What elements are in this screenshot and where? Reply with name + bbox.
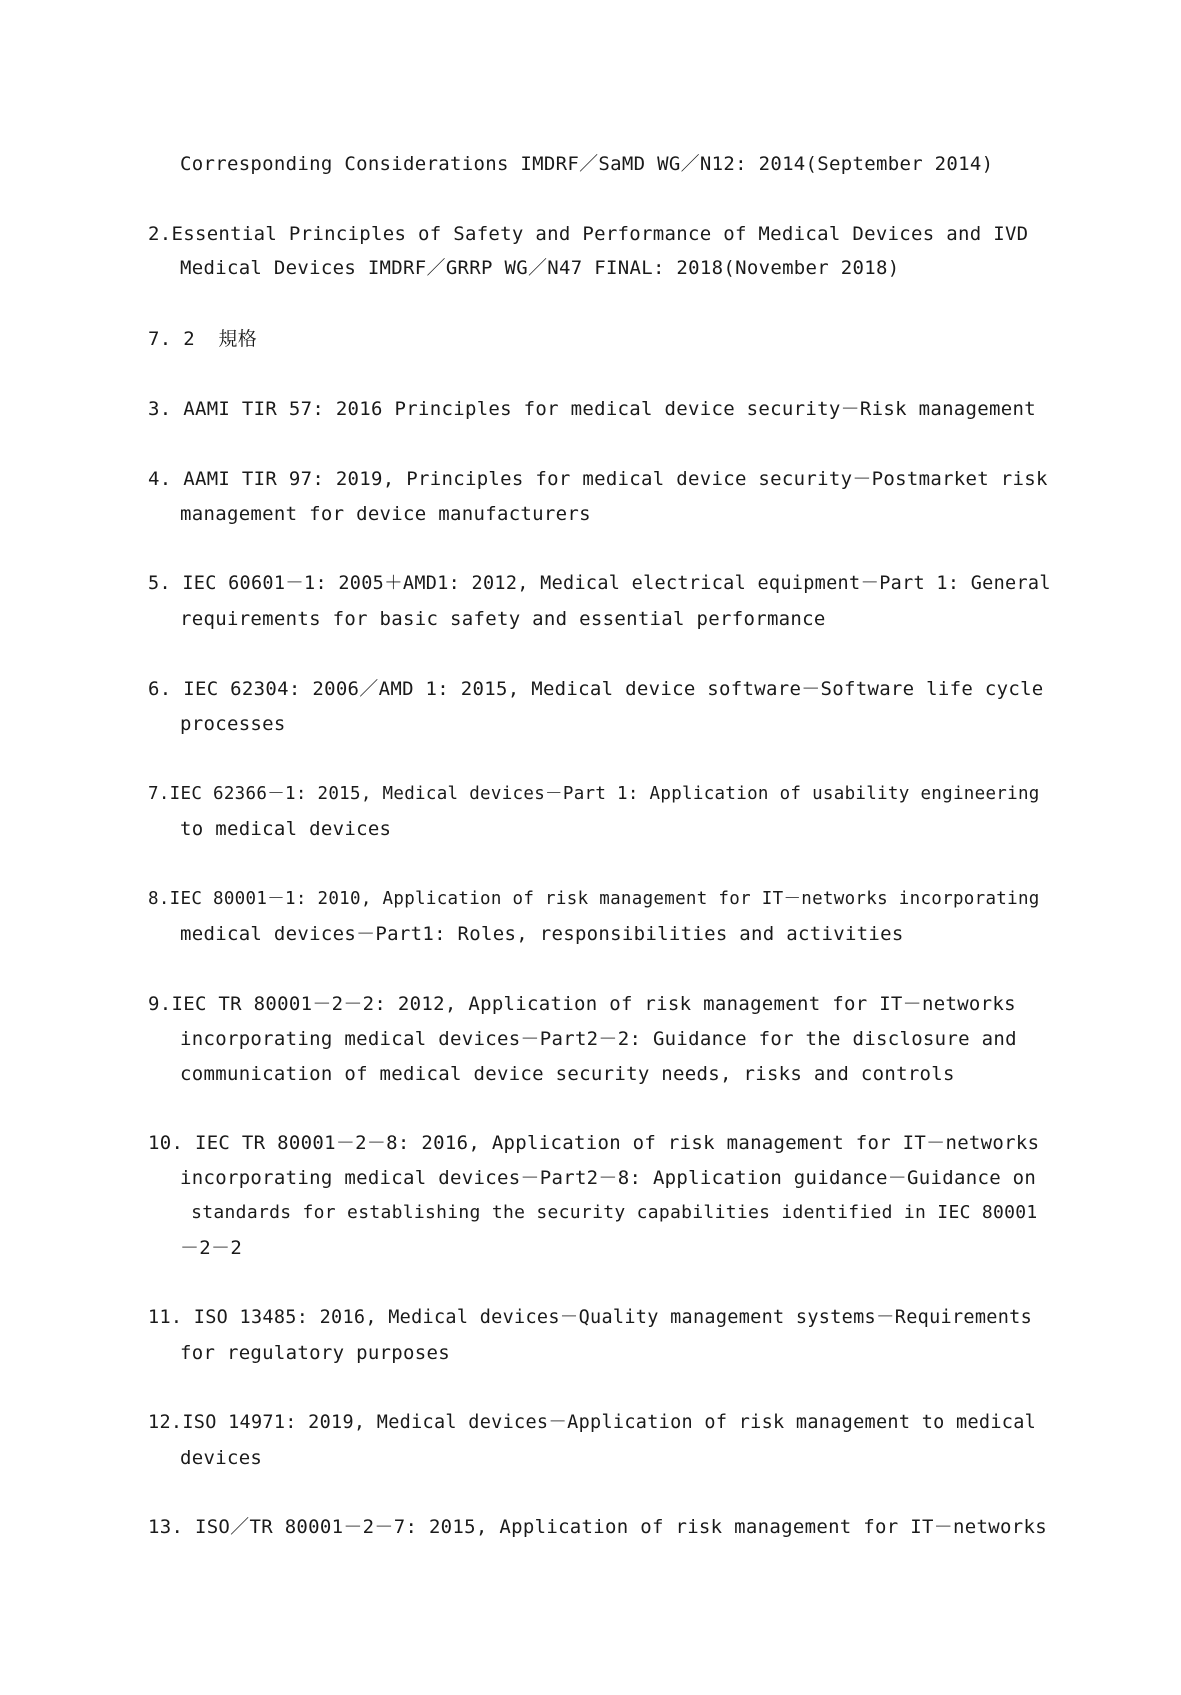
reference-9-line-1: 9.IEC TR 80001－2－2: 2012, Application of risk management for IT－networks bbox=[148, 993, 1016, 1015]
reference-12-line-1: 12.ISO 14971: 2019, Medical devices－Application of risk management to medical bbox=[148, 1412, 1037, 1433]
reference-5-line-1: 5. IEC 60601－1: 2005＋AMD1: 2012, Medical electrical equipment－Part 1: General bbox=[148, 573, 1051, 594]
reference-10-line-1: 10. IEC TR 80001－2－8: 2016, Application of risk management for IT－networks bbox=[148, 1132, 1040, 1154]
reference-3-line-1: 3. AAMI TIR 57: 2016 Principles for medical device security－Risk management bbox=[148, 398, 1036, 420]
reference-4-line-1: 4. AAMI TIR 97: 2019, Principles for medical device security－Postmarket risk bbox=[148, 468, 1048, 490]
reference-7-line-2: to medical devices bbox=[180, 818, 392, 840]
reference-11-line-2: for regulatory purposes bbox=[180, 1342, 450, 1364]
section-heading: 7. 2 規格 bbox=[148, 328, 258, 350]
reference-7-line-1: 7.IEC 62366－1: 2015, Medical devices－Part 1: Application of usability engineering bbox=[148, 784, 1040, 804]
reference-9-line-3: communication of medical device security needs, risks and controls bbox=[180, 1063, 955, 1085]
reference-10-line-4: －2－2 bbox=[180, 1237, 243, 1259]
reference-9-line-2: incorporating medical devices－Part2－2: Guidance for the disclosure and bbox=[180, 1028, 1017, 1050]
reference-10-line-2: incorporating medical devices－Part2－8: Application guidance－Guidance on bbox=[180, 1167, 1037, 1189]
reference-6-line-2: processes bbox=[180, 713, 286, 735]
reference-8-line-2: medical devices－Part1: Roles, responsibilities and activities bbox=[180, 923, 904, 945]
reference-10-line-3: standards for establishing the security capabilities identified in IEC 80001 bbox=[180, 1202, 1038, 1223]
reference-8-line-1: 8.IEC 80001－1: 2010, Application of risk management for IT－networks incorporating bbox=[148, 889, 1040, 909]
reference-12-line-2: devices bbox=[180, 1447, 263, 1469]
reference-5-line-2: requirements for basic safety and essential performance bbox=[180, 608, 826, 630]
reference-13-line-1: 13. ISO／TR 80001－2－7: 2015, Application of risk management for IT－networks bbox=[148, 1516, 1047, 1538]
reference-4-line-2: management for device manufacturers bbox=[180, 503, 591, 525]
reference-continuation: Corresponding Considerations IMDRF／SaMD WG／N12: 2014(September 2014) bbox=[180, 153, 994, 175]
reference-11-line-1: 11. ISO 13485: 2016, Medical devices－Quality management systems－Requirements bbox=[148, 1307, 1033, 1328]
reference-2-line-1: 2.Essential Principles of Safety and Performance of Medical Devices and IVD bbox=[148, 223, 1029, 245]
reference-2-line-2: Medical Devices IMDRF／GRRP WG／N47 FINAL: 2018(November 2018) bbox=[180, 257, 900, 279]
reference-6-line-1: 6. IEC 62304: 2006／AMD 1: 2015, Medical device software－Software life cycle bbox=[148, 678, 1044, 700]
